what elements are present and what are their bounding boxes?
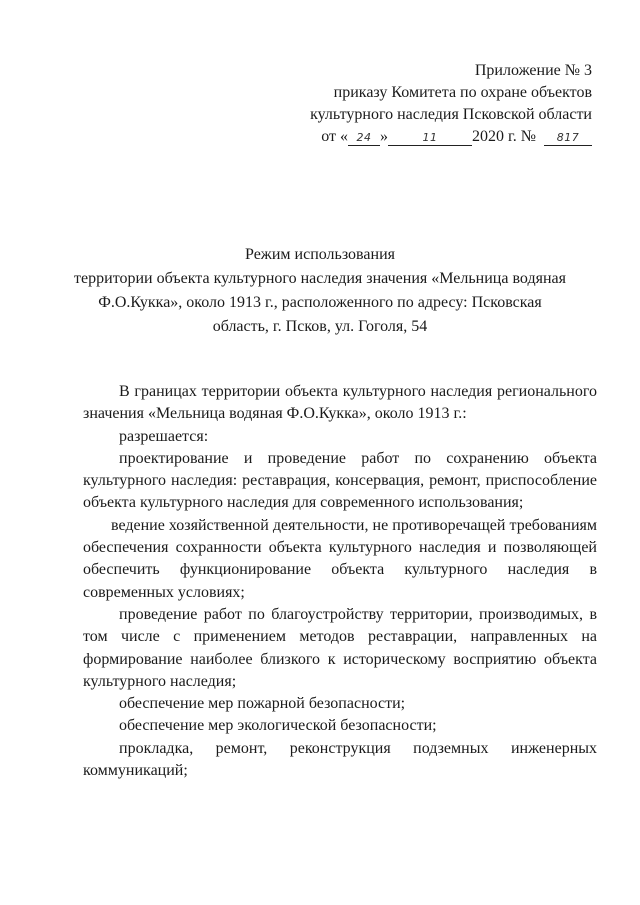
- date-prefix: от «: [321, 128, 348, 145]
- title-line-3: Ф.О.Кукка», около 1913 г., расположенного по адресу: Псковская: [98, 294, 542, 311]
- paragraph-item-2: ведение хозяйственной деятельности, не противоречащей требованиям обеспечения сохранности объекта культурного наследия и позволяющей обеспечить функционирование объекта культурного наследия в современных условиях;: [83, 516, 597, 601]
- document-body: [83, 381, 597, 782]
- document-title: [70, 243, 570, 339]
- paragraph-item-5: обеспечение мер экологической безопасности;: [119, 717, 437, 735]
- appendix-committee: культурного наследия Псковской области: [310, 106, 592, 123]
- paragraph-item-6: прокладка, ремонт, реконструкция подземных инженерных коммуникаций;: [83, 739, 597, 780]
- date-mid: »: [379, 128, 388, 145]
- appendix-date-line: [310, 126, 592, 148]
- appendix-header: [310, 60, 592, 148]
- title-line-2: территории объекта культурного наследия значения «Мельница водяная: [74, 270, 566, 287]
- handwritten-month: 11: [388, 131, 472, 146]
- paragraph-intro: В границах территории объекта культурного наследия регионального значения «Мельница водяная Ф.О.Кукка», около 1913 г.:: [83, 383, 597, 423]
- appendix-number: Приложение № 3: [474, 62, 592, 79]
- paragraph-item-3: проведение работ по благоустройству территории, производимых, в том числе с применением методов реставрации, направленных на формирование наиболее близкого к историческому восприятию объекта культурного наследия;: [83, 605, 597, 690]
- paragraph-item-1: проектирование и проведение работ по сохранению объекта культурного наследия: реставрация, консервация, ремонт, приспособление объекта культурного наследия для современного использования;: [83, 449, 597, 512]
- date-year: 2020 г. №: [471, 128, 536, 145]
- paragraph-item-4: обеспечение мер пожарной безопасности;: [119, 695, 406, 713]
- handwritten-order-number: 817: [544, 131, 592, 146]
- paragraph-allowed: разрешается:: [119, 427, 209, 445]
- title-line-4: область, г. Псков, ул. Гоголя, 54: [212, 318, 428, 335]
- handwritten-day: 24: [348, 131, 380, 146]
- title-line-1: Режим использования: [245, 246, 395, 263]
- appendix-order-reference: приказу Комитета по охране объектов: [333, 84, 592, 101]
